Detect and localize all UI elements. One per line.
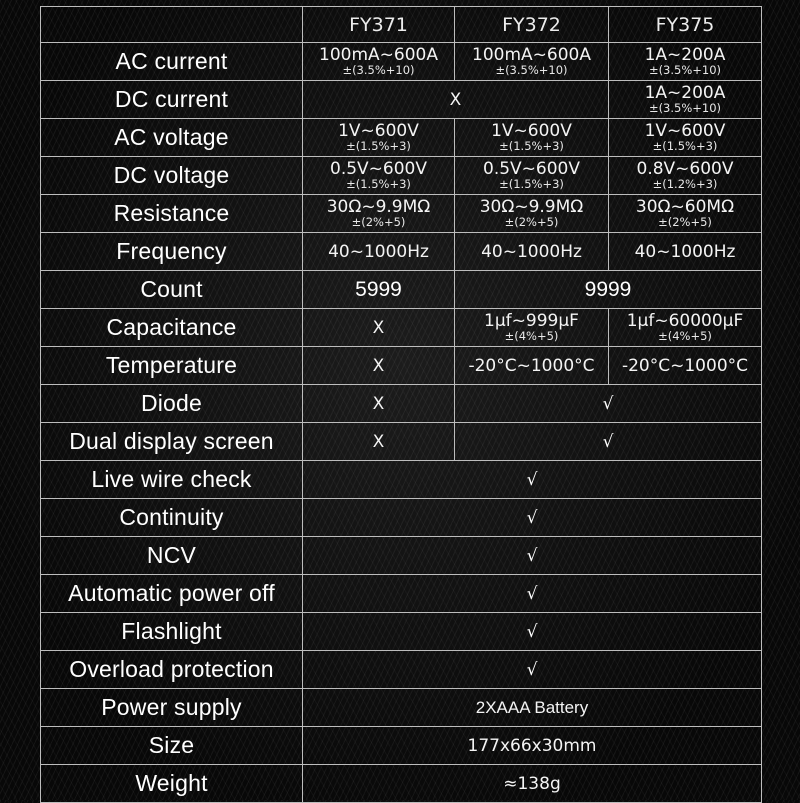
tolerance-value: ±(4%+5) [504, 328, 559, 343]
row-temperature [41, 347, 762, 385]
row-weight [41, 765, 762, 803]
cell-fy375 [609, 157, 762, 195]
range-value: 100mA~600A [319, 44, 438, 65]
tolerance-value: ±(3.5%+10) [495, 62, 568, 77]
range-value: 40~1000Hz [481, 241, 582, 262]
tolerance-value: ±(1.5%+3) [346, 176, 411, 191]
cell-fy371 [303, 423, 455, 461]
cell-all-models [303, 727, 762, 765]
row-label: Power supply [41, 689, 303, 727]
cell-fy371 [303, 347, 455, 385]
tolerance-value: ±(1.5%+3) [499, 138, 564, 153]
range-value: 1A~200A [644, 44, 726, 65]
cell-fy371 [303, 43, 455, 81]
row-label: Size [41, 727, 303, 765]
range-value: 0.8V~600V [636, 158, 734, 179]
row-label: Overload protection [41, 651, 303, 689]
header-row [41, 7, 762, 43]
range-value: 30Ω~60MΩ [635, 196, 735, 217]
range-value: 100mA~600A [472, 44, 591, 65]
tolerance-value: ±(3.5%+10) [648, 62, 722, 77]
range-value: 30Ω~9.9MΩ [326, 196, 431, 217]
tolerance-value: ±(2%+5) [658, 214, 712, 229]
row-label: Weight [41, 765, 303, 803]
size-value: 177x66x30mm [467, 735, 597, 756]
row-power-supply [41, 689, 762, 727]
cell-fy375 [609, 309, 762, 347]
row-overload-protection [41, 651, 762, 689]
cell-fy372-fy375 [455, 423, 762, 461]
not-supported-mark: X [372, 431, 385, 452]
row-size [41, 727, 762, 765]
cell-fy371 [303, 233, 455, 271]
range-value: 1μf~60000μF [626, 310, 744, 331]
row-dc-current [41, 81, 762, 119]
tolerance-value: ±(3.5%+10) [648, 100, 722, 115]
cell-fy372-fy375 [455, 385, 762, 423]
check-mark: √ [526, 545, 538, 566]
cell-fy371 [303, 385, 455, 423]
cell-all-models [303, 461, 762, 499]
range-value: -20°C~1000°C [621, 355, 748, 376]
tolerance-value: ±(2%+5) [504, 214, 559, 229]
range-value: 30Ω~9.9MΩ [479, 196, 584, 217]
cell-all-models [303, 651, 762, 689]
not-supported-mark: X [449, 89, 462, 110]
range-value: 0.5V~600V [483, 158, 580, 179]
range-value: 1V~600V [338, 120, 419, 141]
range-value: 1V~600V [644, 120, 726, 141]
tolerance-value: ±(1.5%+3) [346, 138, 411, 153]
count-value: 5999 [355, 277, 402, 301]
check-mark: √ [526, 469, 538, 490]
cell-fy375 [609, 233, 762, 271]
cell-fy371 [303, 157, 455, 195]
row-label: AC voltage [41, 119, 303, 157]
row-flashlight [41, 613, 762, 651]
tolerance-value: ±(2%+5) [351, 214, 406, 229]
tolerance-value: ±(1.5%+3) [499, 176, 564, 191]
cell-fy372 [455, 233, 609, 271]
row-ac-voltage [41, 119, 762, 157]
tolerance-value: ±(1.2%+3) [652, 176, 718, 191]
cell-fy371-fy372 [303, 81, 609, 119]
row-label: Frequency [41, 233, 303, 271]
cell-fy372 [455, 157, 609, 195]
row-label: AC current [41, 43, 303, 81]
range-value: -20°C~1000°C [468, 355, 595, 376]
tolerance-value: ±(4%+5) [658, 328, 712, 343]
range-value: 1V~600V [491, 120, 572, 141]
row-dc-voltage [41, 157, 762, 195]
range-value: 1A~200A [644, 82, 726, 103]
row-label: DC voltage [41, 157, 303, 195]
range-value: 1μf~999μF [484, 310, 579, 331]
row-count [41, 271, 762, 309]
row-label: Live wire check [41, 461, 303, 499]
check-mark: √ [526, 621, 538, 642]
check-mark: √ [602, 431, 614, 452]
cell-all-models [303, 537, 762, 575]
cell-fy375 [609, 119, 762, 157]
cell-all-models [303, 499, 762, 537]
check-mark: √ [602, 393, 614, 414]
row-label: Temperature [41, 347, 303, 385]
row-ncv [41, 537, 762, 575]
row-label: Resistance [41, 195, 303, 233]
cell-fy372 [455, 43, 609, 81]
row-resistance [41, 195, 762, 233]
row-label: DC current [41, 81, 303, 119]
tolerance-value: ±(1.5%+3) [652, 138, 718, 153]
cell-fy375 [609, 347, 762, 385]
row-label: Continuity [41, 499, 303, 537]
tolerance-value: ±(3.5%+10) [342, 62, 415, 77]
cell-all-models [303, 765, 762, 803]
cell-fy371 [303, 195, 455, 233]
row-label: Diode [41, 385, 303, 423]
not-supported-mark: X [372, 355, 385, 376]
cell-fy372 [455, 195, 609, 233]
cell-fy375 [609, 195, 762, 233]
cell-fy371 [303, 119, 455, 157]
power-supply-value: 2XAAA Battery [475, 697, 589, 717]
cell-fy372 [455, 347, 609, 385]
check-mark: √ [526, 583, 538, 604]
row-frequency [41, 233, 762, 271]
row-label: Flashlight [41, 613, 303, 651]
not-supported-mark: X [372, 393, 385, 414]
cell-fy372-fy375 [455, 271, 762, 309]
spec-comparison-table [40, 6, 762, 803]
model-header-fy371: FY371 [303, 7, 455, 43]
cell-fy371 [303, 309, 455, 347]
row-label: Automatic power off [41, 575, 303, 613]
cell-fy372 [455, 119, 609, 157]
weight-value: ≈138g [503, 773, 561, 794]
model-header-fy375: FY375 [609, 7, 762, 43]
model-header-fy372: FY372 [455, 7, 609, 43]
cell-fy375 [609, 81, 762, 119]
row-dual-display [41, 423, 762, 461]
row-automatic-power-off [41, 575, 762, 613]
row-label: Dual display screen [41, 423, 303, 461]
check-mark: √ [526, 659, 538, 680]
row-label: Capacitance [41, 309, 303, 347]
range-value: 0.5V~600V [330, 158, 427, 179]
cell-fy372 [455, 309, 609, 347]
corner-cell [41, 7, 303, 43]
cell-fy371 [303, 271, 455, 309]
row-live-wire-check [41, 461, 762, 499]
row-label: Count [41, 271, 303, 309]
range-value: 40~1000Hz [328, 241, 429, 262]
row-continuity [41, 499, 762, 537]
cell-all-models [303, 613, 762, 651]
cell-all-models [303, 575, 762, 613]
cell-all-models [303, 689, 762, 727]
cell-fy375 [609, 43, 762, 81]
count-value: 9999 [584, 277, 632, 301]
range-value: 40~1000Hz [634, 241, 736, 262]
row-capacitance [41, 309, 762, 347]
check-mark: √ [526, 507, 538, 528]
row-label: NCV [41, 537, 303, 575]
row-diode [41, 385, 762, 423]
row-ac-current [41, 43, 762, 81]
not-supported-mark: X [372, 317, 385, 338]
